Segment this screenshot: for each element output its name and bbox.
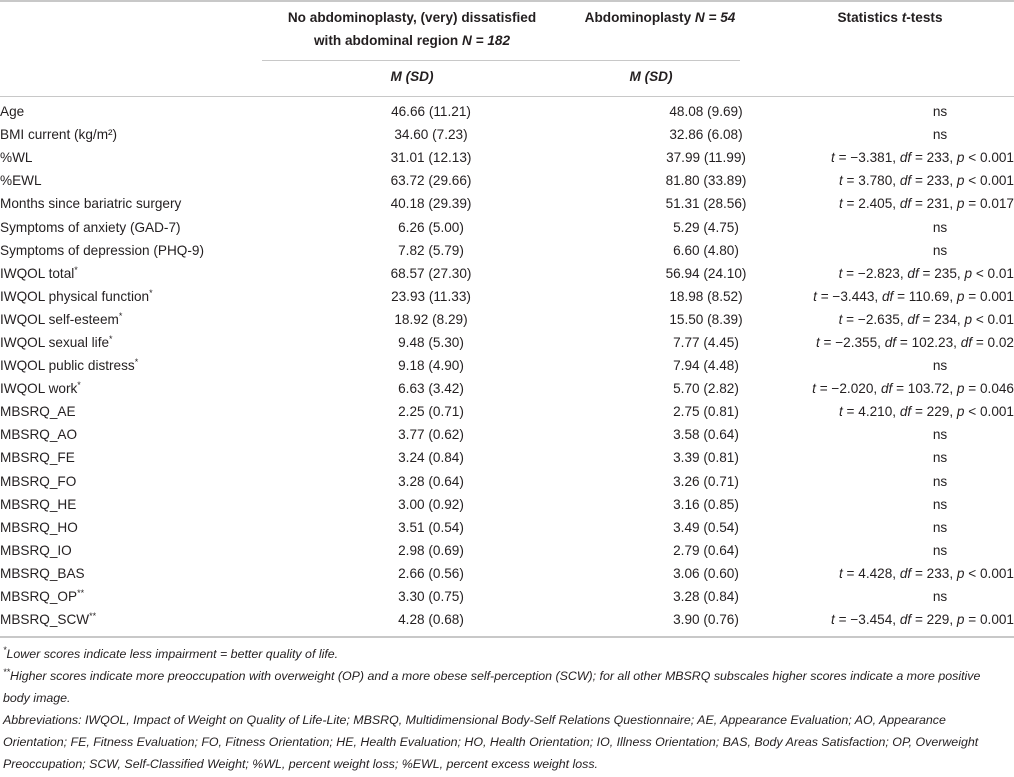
- cell-abdominoplasty: 2.75 (0.81): [673, 404, 739, 420]
- table-row: [0, 331, 1014, 354]
- table-row: [0, 192, 1014, 215]
- cell-no-abdominoplasty: 3.30 (0.75): [398, 589, 464, 605]
- header-col1-n: N = 182: [462, 33, 511, 48]
- cell-no-abdominoplasty: 23.93 (11.33): [391, 288, 471, 304]
- cell-statistics: ns: [932, 450, 948, 466]
- row-label: Symptoms of depression (PHQ-9): [0, 242, 204, 258]
- cell-no-abdominoplasty: 34.60 (7.23): [394, 127, 468, 143]
- table-row: [0, 493, 1014, 516]
- row-label: IWQOL total*: [0, 264, 78, 281]
- table-row: [0, 423, 1014, 446]
- cell-abdominoplasty: 3.49 (0.54): [673, 519, 739, 535]
- subheader-col1: M (SD): [390, 69, 434, 84]
- table-row: [0, 100, 1014, 123]
- cell-abdominoplasty: 48.08 (9.69): [669, 104, 743, 120]
- cell-no-abdominoplasty: 2.98 (0.69): [398, 542, 464, 558]
- row-label: MBSRQ_AO: [0, 427, 78, 443]
- header-bottom-rule: [0, 96, 1014, 97]
- cell-statistics: ns: [932, 542, 948, 558]
- cell-no-abdominoplasty: 3.28 (0.64): [398, 473, 464, 489]
- cell-statistics: t = 4.210, df = 229, p < 0.001: [838, 404, 1014, 420]
- cell-no-abdominoplasty: 3.00 (0.92): [398, 496, 464, 512]
- table-row: [0, 608, 1014, 631]
- cell-statistics: t = −2.020, df = 103.72, p = 0.046: [812, 381, 1014, 397]
- row-label: %EWL: [0, 173, 42, 189]
- table-row: [0, 169, 1014, 192]
- data-table: [0, 100, 1014, 631]
- cell-abdominoplasty: 3.06 (0.60): [673, 565, 739, 581]
- note-1: *Lower scores indicate less impairment = better quality of life.: [3, 645, 339, 661]
- cell-abdominoplasty: 81.80 (33.89): [665, 173, 747, 189]
- table-row: [0, 377, 1014, 400]
- cell-abdominoplasty: 3.58 (0.64): [673, 427, 739, 443]
- cell-statistics: t = −3.454, df = 229, p = 0.001: [831, 612, 1014, 628]
- table-row: [0, 446, 1014, 469]
- header-col1-line1: No abdominoplasty, (very) dissatisfied: [287, 10, 537, 25]
- cell-abdominoplasty: 7.94 (4.48): [673, 358, 739, 374]
- cell-no-abdominoplasty: 2.66 (0.56): [398, 565, 464, 581]
- cell-abdominoplasty: 3.90 (0.76): [673, 612, 739, 628]
- cell-no-abdominoplasty: 4.28 (0.68): [398, 612, 464, 628]
- cell-no-abdominoplasty: 3.51 (0.54): [398, 519, 464, 535]
- cell-abdominoplasty: 15.50 (8.39): [669, 311, 743, 327]
- row-label: Symptoms of anxiety (GAD-7): [0, 219, 181, 235]
- note-2: **Higher scores indicate more preoccupation with overweight (OP) and a more obese self-perception (SCW); for all other MBSRQ subscales higher scores indicate a more positive body image.: [3, 667, 981, 705]
- table-row: [0, 285, 1014, 308]
- row-label: MBSRQ_OP**: [0, 588, 85, 605]
- cell-statistics: ns: [932, 219, 948, 235]
- header-col1-line2: with abdominal region N = 182: [313, 33, 511, 48]
- table-notes: [3, 643, 1008, 775]
- row-label: MBSRQ_FE: [0, 450, 75, 466]
- table-row: [0, 516, 1014, 539]
- cell-abdominoplasty: 3.26 (0.71): [673, 473, 739, 489]
- cell-no-abdominoplasty: 3.24 (0.84): [398, 450, 464, 466]
- cell-no-abdominoplasty: 9.48 (5.30): [398, 334, 464, 350]
- table-row: [0, 239, 1014, 262]
- table-row: [0, 354, 1014, 377]
- cell-abdominoplasty: 2.79 (0.64): [673, 542, 739, 558]
- row-label: MBSRQ_FO: [0, 473, 77, 489]
- cell-abdominoplasty: 3.28 (0.84): [673, 589, 739, 605]
- cell-statistics: t = −3.443, df = 110.69, p = 0.001: [813, 288, 1014, 304]
- cell-abdominoplasty: 5.70 (2.82): [673, 381, 739, 397]
- cell-no-abdominoplasty: 18.92 (8.29): [394, 311, 468, 327]
- cell-statistics: t = 4.428, df = 233, p < 0.001: [838, 565, 1014, 581]
- row-label: IWQOL public distress*: [0, 357, 139, 374]
- cell-abdominoplasty: 56.94 (24.10): [665, 265, 747, 281]
- bottom-rule: [0, 636, 1014, 638]
- row-label: MBSRQ_BAS: [0, 565, 85, 581]
- cell-no-abdominoplasty: 68.57 (27.30): [390, 265, 472, 281]
- cell-statistics: ns: [932, 519, 948, 535]
- cell-statistics: ns: [932, 127, 948, 143]
- cell-abdominoplasty: 51.31 (28.56): [665, 196, 747, 212]
- cell-no-abdominoplasty: 3.77 (0.62): [398, 427, 464, 443]
- cell-statistics: ns: [932, 427, 948, 443]
- cell-statistics: ns: [932, 104, 948, 120]
- cell-no-abdominoplasty: 6.63 (3.42): [398, 381, 464, 397]
- row-label: IWQOL self-esteem*: [0, 310, 123, 327]
- cell-no-abdominoplasty: 2.25 (0.71): [398, 404, 464, 420]
- table-row: [0, 585, 1014, 608]
- header-col3: Statistics t-tests: [837, 10, 943, 25]
- cell-statistics: t = 2.405, df = 231, p = 0.017: [838, 196, 1014, 212]
- cell-no-abdominoplasty: 46.66 (11.21): [391, 104, 471, 120]
- header-col2: Abdominoplasty N = 54: [584, 10, 736, 25]
- cell-statistics: t = −2.635, df = 234, p < 0.01: [838, 311, 1014, 327]
- cell-statistics: t = 3.780, df = 233, p < 0.001: [838, 173, 1014, 189]
- row-label: IWQOL sexual life*: [0, 333, 113, 350]
- cell-abdominoplasty: 18.98 (8.52): [669, 288, 743, 304]
- table-row: [0, 562, 1014, 585]
- cell-abdominoplasty: 3.39 (0.81): [673, 450, 739, 466]
- cell-no-abdominoplasty: 31.01 (12.13): [390, 150, 472, 166]
- row-label: MBSRQ_AE: [0, 404, 76, 420]
- table-row: [0, 123, 1014, 146]
- cell-statistics: t = −2.823, df = 235, p < 0.01: [838, 265, 1014, 281]
- row-label: MBSRQ_HE: [0, 496, 77, 512]
- cell-abdominoplasty: 7.77 (4.45): [673, 334, 739, 350]
- cell-no-abdominoplasty: 9.18 (4.90): [398, 358, 464, 374]
- cell-abdominoplasty: 6.60 (4.80): [673, 242, 739, 258]
- cell-abdominoplasty: 32.86 (6.08): [669, 127, 743, 143]
- cell-statistics: ns: [932, 473, 948, 489]
- row-label: %WL: [0, 150, 33, 166]
- row-label: Months since bariatric surgery: [0, 196, 182, 212]
- cell-statistics: ns: [932, 496, 948, 512]
- row-label: BMI current (kg/m²): [0, 127, 118, 143]
- cell-statistics: ns: [932, 358, 948, 374]
- cell-statistics: t = −2.355, df = 102.23, df = 0.02: [815, 334, 1014, 350]
- cell-abdominoplasty: 3.16 (0.85): [673, 496, 739, 512]
- row-label: MBSRQ_IO: [0, 542, 72, 558]
- cell-statistics: t = −3.381, df = 233, p < 0.001: [831, 150, 1014, 166]
- header-col1: [262, 6, 562, 52]
- cell-no-abdominoplasty: 40.18 (29.39): [390, 196, 472, 212]
- subheader-rule-1: [262, 60, 562, 61]
- top-rule: [0, 0, 1014, 2]
- table-row: [0, 262, 1014, 285]
- row-label: IWQOL physical function*: [0, 287, 153, 304]
- table-row: [0, 146, 1014, 169]
- row-label: Age: [0, 104, 25, 120]
- header-col2-n: N = 54: [694, 10, 736, 25]
- row-label: IWQOL work*: [0, 380, 81, 397]
- table-body: [0, 100, 1014, 631]
- cell-statistics: ns: [932, 589, 948, 605]
- table-row: [0, 308, 1014, 331]
- subheader-col2: M (SD): [629, 69, 673, 84]
- table-row: [0, 215, 1014, 238]
- row-label: MBSRQ_SCW**: [0, 611, 97, 628]
- note-abbreviations: Abbreviations: IWQOL, Impact of Weight on Quality of Life-Lite; MBSRQ, Multidimensional Body-Self Relations Questionnaire; AE, Appearance Evaluation; AO, Appearance Orientation; FE, Fitness Evaluation; FO, Fitness Orientation; HE, Health Evaluation; HO, Health Orientation; IO, Illness Orientation; BAS, Body Areas Satisfaction; OP, Overweight Preoccupation; SCW, Self-Classified Weight; %WL, percent weight loss; %EWL, percent excess weight loss.: [3, 713, 979, 771]
- row-label: MBSRQ_HO: [0, 519, 78, 535]
- cell-no-abdominoplasty: 63.72 (29.66): [390, 173, 472, 189]
- cell-statistics: ns: [932, 242, 948, 258]
- table-row: [0, 539, 1014, 562]
- cell-no-abdominoplasty: 7.82 (5.79): [398, 242, 464, 258]
- table-row: [0, 470, 1014, 493]
- table-row: [0, 400, 1014, 423]
- cell-abdominoplasty: 5.29 (4.75): [673, 219, 739, 235]
- cell-abdominoplasty: 37.99 (11.99): [666, 150, 746, 166]
- subheader-rule-2: [562, 60, 740, 61]
- cell-no-abdominoplasty: 6.26 (5.00): [398, 219, 464, 235]
